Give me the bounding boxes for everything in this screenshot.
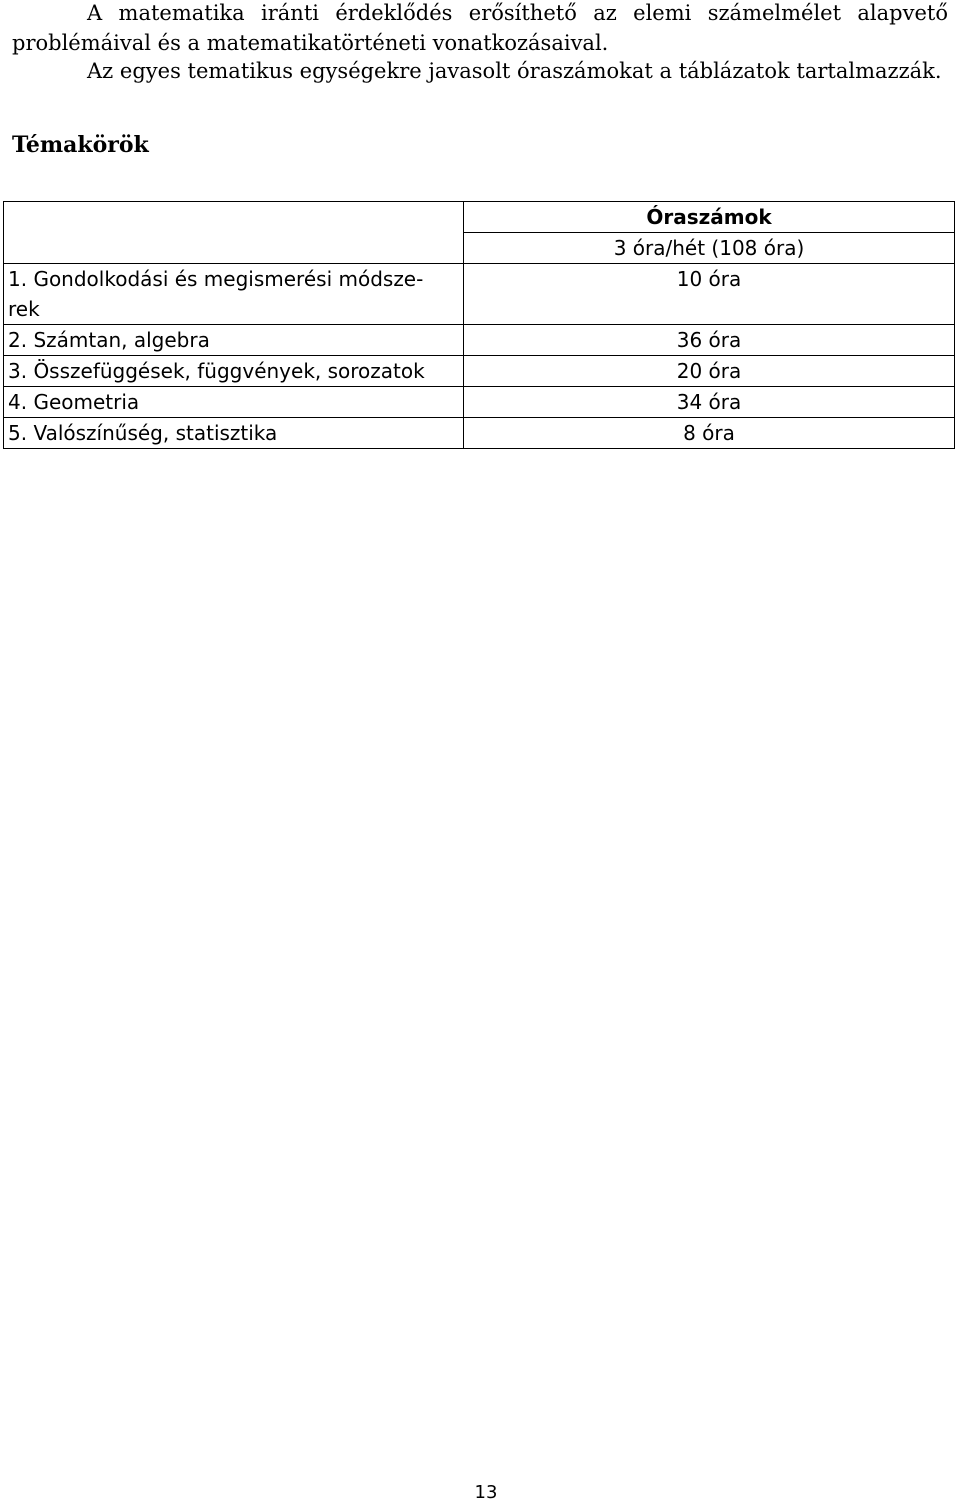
topic-line: rek (8, 297, 40, 321)
table-row (4, 418, 955, 449)
table-cell-topic: 5. Valószínűség, statisztika (4, 418, 464, 449)
topic-line: 1. Gondolkodási és megismerési módsze- (8, 267, 424, 291)
table-header-row (4, 202, 955, 233)
table-header-hours-subtitle: 3 óra/hét (108 óra) (464, 233, 955, 264)
topics-hours-table (3, 201, 955, 449)
hours-paragraph: Az egyes tematikus egységekre javasolt óraszámokat a táblázatok tartalmazzák. (87, 59, 942, 83)
table-row (4, 264, 955, 325)
table-cell-topic: 3. Összefüggések, függvények, sorozatok (4, 356, 464, 387)
table-cell-hours: 10 óra (464, 264, 955, 325)
table-header-hours-title: Óraszámok (464, 202, 955, 233)
table-header-empty-cell (4, 202, 464, 264)
table-cell-topic (4, 264, 464, 325)
table-cell-topic: 2. Számtan, algebra (4, 325, 464, 356)
table-cell-hours: 8 óra (464, 418, 955, 449)
table-cell-hours: 36 óra (464, 325, 955, 356)
table-cell-hours: 20 óra (464, 356, 955, 387)
table-row (4, 387, 955, 418)
page-number: 13 (474, 1482, 498, 1503)
table-cell-topic: 4. Geometria (4, 387, 464, 418)
table-cell-hours: 34 óra (464, 387, 955, 418)
table-row (4, 356, 955, 387)
intro-paragraph: A matematika iránti érdeklődés erősíthető az elemi számelmélet alapvető problémáival és a matematikatörténeti vonatkozásaival. (12, 1, 948, 55)
table-row (4, 325, 955, 356)
section-heading: Témakörök (12, 132, 149, 158)
